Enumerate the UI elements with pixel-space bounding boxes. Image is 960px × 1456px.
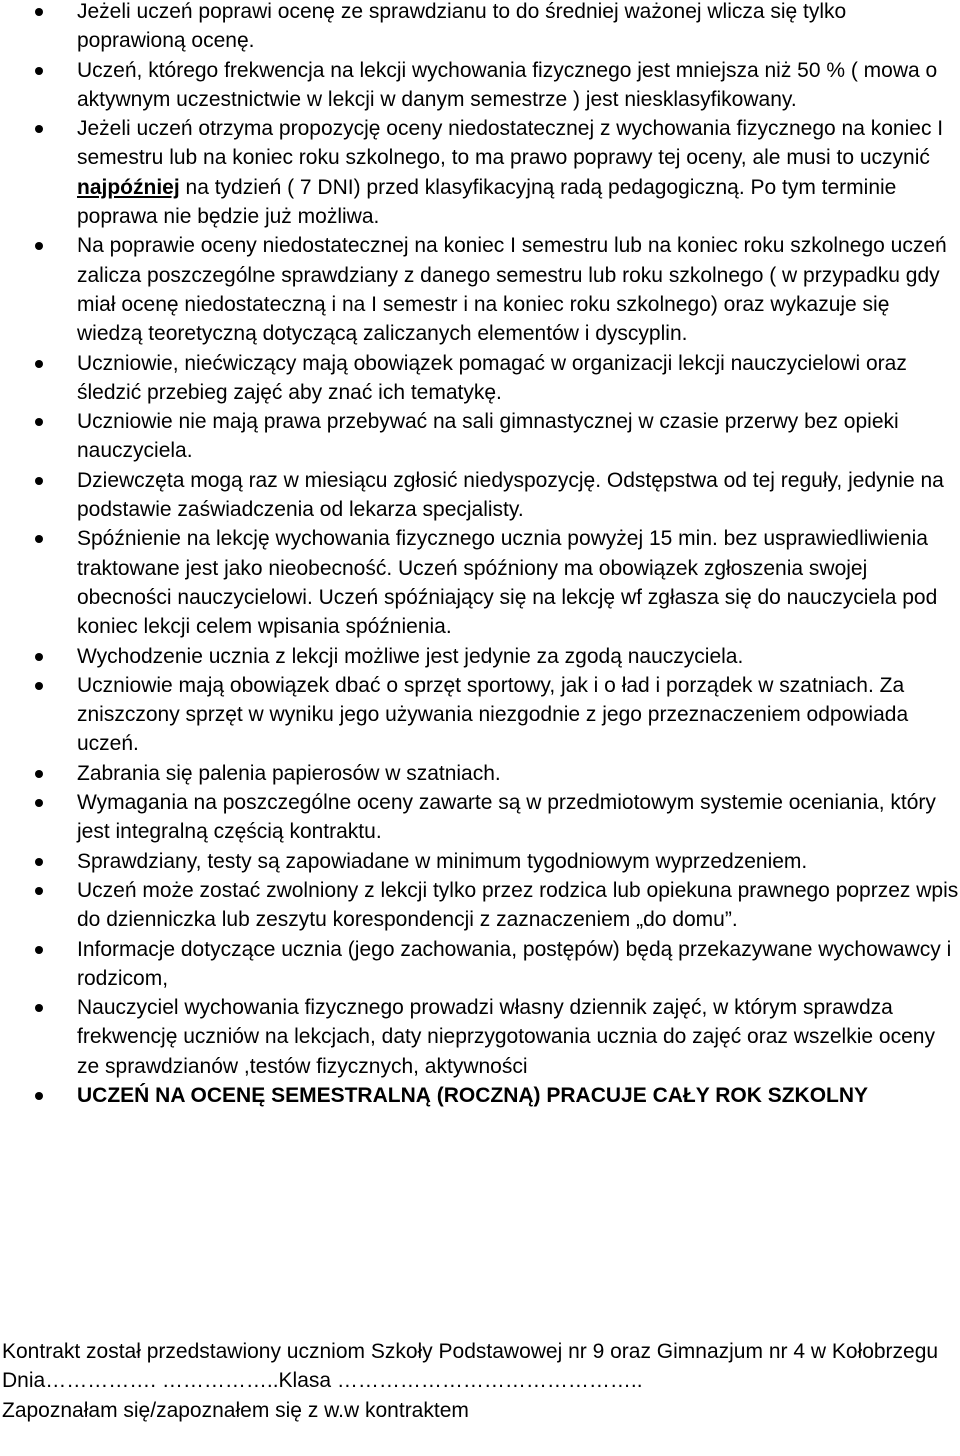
rule-text: Jeżeli uczeń poprawi ocenę ze sprawdzianu to do średniej ważonej wlicza się tylko poprawioną ocenę. <box>77 0 847 53</box>
rule-item <box>77 466 960 525</box>
rule-item <box>77 759 960 788</box>
bullet-icon <box>35 418 43 426</box>
rule-item <box>77 847 960 876</box>
rule-item <box>77 1081 960 1110</box>
acknowledgement-line: Zapoznałam się/zapoznałem się z w.w kontraktem <box>2 1398 469 1422</box>
emphasis-text: najpóźniej <box>77 175 180 199</box>
bullet-icon <box>35 858 43 866</box>
rule-text: Uczeń, którego frekwencja na lekcji wychowania fizycznego jest mniejsza niż 50 % ( mowa o aktywnym uczestnictwie w lekcji w danym semestrze ) jest niesklasyfikowany. <box>77 58 938 111</box>
contract-footer <box>2 1337 957 1425</box>
rule-text: Dziewczęta mogą raz w miesiącu zgłosić niedyspozycję. Odstępstwa od tej reguły, jedynie na podstawie zaświadczenia od lekarza specjalisty. <box>77 468 944 522</box>
bullet-icon <box>35 887 43 895</box>
rule-text: Nauczyciel wychowania fizycznego prowadzi własny dziennik zajęć, w którym sprawdza frekwencję uczniów na lekcjach, daty nieprzygotowania ucznia do zajęć oraz wszelkie oceny ze sprawdzianów ,testów fizycznych, aktywności <box>77 996 935 1078</box>
rule-text: Uczniowie, niećwiczący mają obowiązek pomagać w organizacji lekcji nauczycielowi oraz śledzić przebieg zajęć aby znać ich tematykę. <box>77 351 907 404</box>
bullet-icon <box>35 1004 43 1012</box>
rule-item <box>77 231 960 348</box>
bullet-icon <box>35 535 43 543</box>
rule-item <box>77 349 960 408</box>
rule-item <box>77 407 960 466</box>
rule-item <box>77 935 960 994</box>
rule-text: Jeżeli uczeń otrzyma propozycję oceny niedostatecznej z wychowania fizycznego na koniec I semestru lub na koniec roku szkolnego, to ma prawo poprawy tej oceny, ale musi to uczynić <box>77 117 944 170</box>
rule-text: Wychodzenie ucznia z lekcji możliwe jest jedynie za zgodą nauczyciela. <box>77 644 744 668</box>
rule-text: Uczeń może zostać zwolniony z lekcji tylko przez rodzica lub opiekuna prawnego poprzez wpis do dzienniczka lub zeszytu korespondencji z zaznaczeniem „do domu”. <box>77 878 959 932</box>
rule-text: Zabrania się palenia papierosów w szatniach. <box>77 761 501 785</box>
bullet-icon <box>35 360 43 368</box>
rule-text: Sprawdziany, testy są zapowiadane w minimum tygodniowym wyprzedzeniem. <box>77 849 808 873</box>
rule-item <box>77 524 960 641</box>
rule-item <box>77 671 960 759</box>
rule-item <box>77 876 960 935</box>
date-class-line: Dnia……………. ……………..Klasa …………………………………….. <box>2 1369 643 1393</box>
rule-text: Informacje dotyczące ucznia (jego zachowania, postępów) będą przekazywane wychowawcy i rodzicom, <box>77 937 952 990</box>
rule-item <box>77 114 960 231</box>
rule-item <box>77 788 960 847</box>
rule-text: Uczniowie mają obowiązek dbać o sprzęt sportowy, jak i o ład i porządek w szatniach. Za zniszczony sprzęt w wyniku jego używania niezgodnie z jego przeznaczeniem odpowiada uczeń. <box>77 673 909 756</box>
rule-text: na tydzień ( 7 DNI) przed klasyfikacyjną radą pedagogiczną. Po tym terminie poprawa nie będzie już możliwa. <box>77 175 897 229</box>
bullet-icon <box>35 682 43 690</box>
rule-item <box>77 993 960 1081</box>
bullet-icon <box>35 770 43 778</box>
bullet-icon <box>35 125 43 133</box>
rule-item <box>77 642 960 671</box>
rule-text: Uczniowie nie mają prawa przebywać na sali gimnastycznej w czasie przerwy bez opieki nauczyciela. <box>77 410 899 463</box>
rule-text-bold: UCZEŃ NA OCENĘ SEMESTRALNĄ (ROCZNĄ) PRACUJE CAŁY ROK SZKOLNY <box>77 1083 869 1107</box>
rule-item <box>77 0 960 56</box>
rule-text: Spóźnienie na lekcję wychowania fizycznego ucznia powyżej 15 min. bez usprawiedliwienia traktowane jest jako nieobecność. Uczeń spóźniony ma obowiązek zgłoszenia swojej obecności nauczycielowi. Uczeń spóźniający się na lekcję wf zgłasza się do nauczyciela pod koniec lekcji celem wpisania spóźnienia. <box>77 527 938 639</box>
bullet-icon <box>35 477 43 485</box>
rule-text: Na poprawie oceny niedostatecznej na koniec I semestru lub na koniec roku szkolnego uczeń zalicza poszczególne sprawdziany z danego semestru lub roku szkolnego ( w przypadku gdy miał ocenę niedostateczną i na I semestr i na koniec roku szkolnego) oraz wykazuje się wiedzą teoretyczną dotyczącą zaliczanych elementów i dyscyplin. <box>77 234 947 346</box>
rule-text: Wymagania na poszczególne oceny zawarte są w przedmiotowym systemie oceniania, który jest integralną częścią kontraktu. <box>77 791 936 844</box>
bullet-icon <box>35 799 43 807</box>
bullet-icon <box>35 1092 43 1100</box>
bullet-icon <box>35 946 43 954</box>
rule-item <box>77 56 960 115</box>
bullet-icon <box>35 67 43 75</box>
contract-presented-note: Kontrakt został przedstawiony uczniom Szkoły Podstawowej nr 9 oraz Gimnazjum nr 4 w Kołobrzegu <box>2 1340 939 1363</box>
bullet-icon <box>35 653 43 661</box>
bullet-icon <box>35 242 43 250</box>
bullet-icon <box>35 8 43 16</box>
